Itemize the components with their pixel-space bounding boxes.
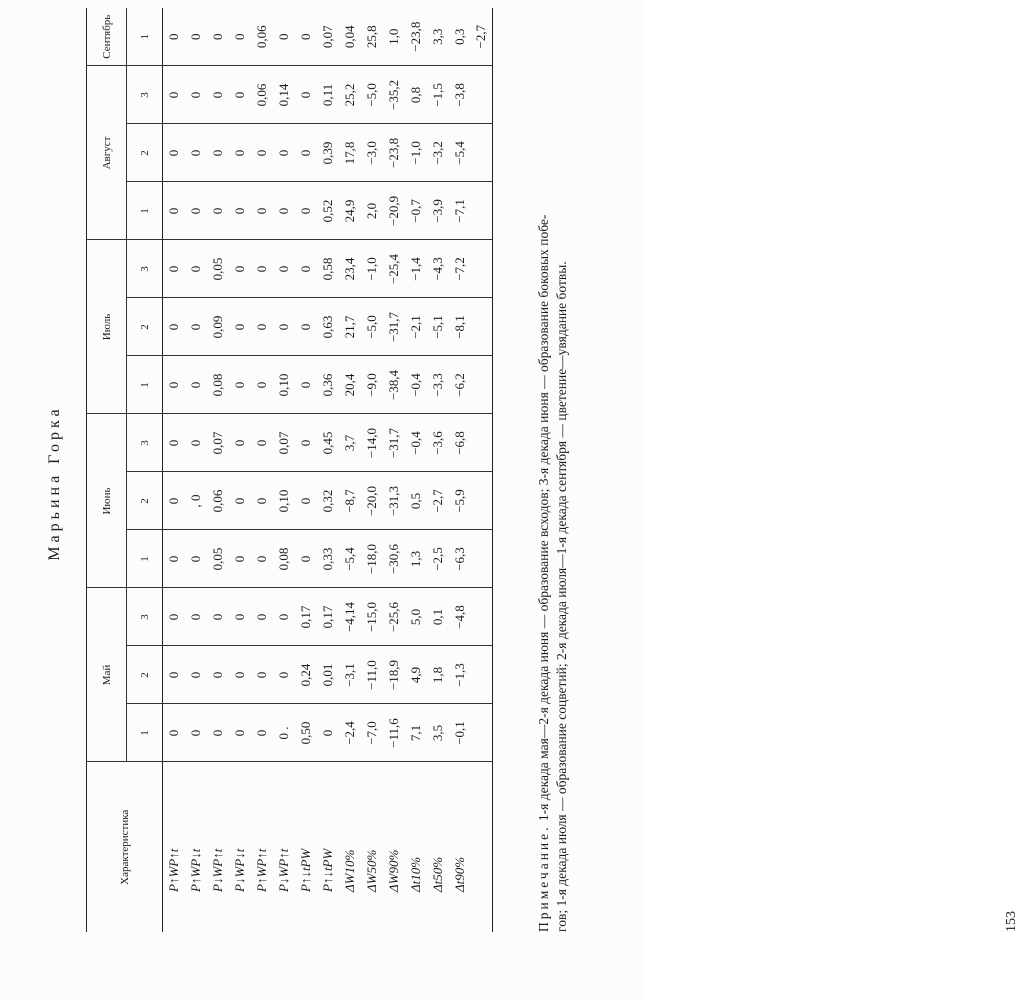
table-cell: 0	[273, 124, 295, 182]
page-number: 153	[1004, 911, 1019, 932]
table-cell: −0,7	[405, 182, 427, 240]
table-cell: 0	[251, 124, 273, 182]
table-cell: 0	[163, 182, 185, 240]
table-cell: −0,1	[449, 704, 471, 762]
note-text-1: 1-я декада мая—2-я декада июня — образование всходов; 3-я декада июня — образование боковых побе-	[536, 214, 551, 822]
table-cell: 2,0	[361, 182, 383, 240]
table-cell: −2,7	[471, 8, 493, 66]
table-cell	[471, 414, 493, 472]
row-label: P↑↓tPW	[319, 848, 335, 892]
table-cell: 0,07	[317, 8, 339, 66]
footnote-line-2	[554, 8, 570, 932]
decade-header: 1	[127, 8, 163, 66]
table-cell: 20,4	[339, 356, 361, 414]
table-cell: 1,0	[383, 8, 405, 66]
table-cell: −6,2	[449, 356, 471, 414]
table-cell: 0	[273, 8, 295, 66]
table-cell: 0	[163, 646, 185, 704]
table-cell: 0	[229, 66, 251, 124]
table-cell: 0	[207, 588, 229, 646]
table-row	[427, 8, 449, 932]
table-cell: 0,05	[207, 530, 229, 588]
table-cell: 0,11	[317, 66, 339, 124]
table-cell: −5,4	[339, 530, 361, 588]
table-row	[273, 8, 295, 932]
decade-header: 1	[127, 704, 163, 762]
table-cell: 21,7	[339, 298, 361, 356]
table-cell: 0	[163, 124, 185, 182]
decade-header: 3	[127, 66, 163, 124]
table-cell: −3,3	[427, 356, 449, 414]
table-cell: 0	[185, 530, 207, 588]
table-cell: 0,10	[273, 472, 295, 530]
row-label: P↑↓tPW	[297, 848, 313, 892]
table-cell: 0,07	[207, 414, 229, 472]
table-cell: 0	[163, 472, 185, 530]
table-cell: 0	[273, 240, 295, 298]
table-cell: 0,39	[317, 124, 339, 182]
table-cell: 0	[229, 124, 251, 182]
table-cell: 0	[163, 298, 185, 356]
row-label: P↓WP↑t	[275, 848, 291, 892]
table-cell: −1,4	[405, 240, 427, 298]
table-cell: −2,1	[405, 298, 427, 356]
row-label: P↑WP↓t	[187, 848, 203, 892]
table-cell: 3,5	[427, 704, 449, 762]
table-cell: 0	[295, 472, 317, 530]
table-cell: 0	[163, 704, 185, 762]
table-cell: 0	[163, 356, 185, 414]
table-cell	[471, 356, 493, 414]
table-cell: −25,6	[383, 588, 405, 646]
table-cell: 0,50	[295, 704, 317, 762]
table-cell: 0	[251, 240, 273, 298]
table-cell: 25,8	[361, 8, 383, 66]
table-cell: −5,4	[449, 124, 471, 182]
table-cell: 0	[295, 182, 317, 240]
table-cell: −14,0	[361, 414, 383, 472]
table-body	[163, 8, 493, 932]
table-cell: 0,8	[405, 66, 427, 124]
table-cell: 0	[163, 588, 185, 646]
table-cell: 0	[295, 414, 317, 472]
table-cell: 0	[185, 646, 207, 704]
row-label	[471, 762, 493, 932]
note-label: Примечание.	[536, 824, 551, 932]
table-cell: 5,0	[405, 588, 427, 646]
decade-header: 2	[127, 646, 163, 704]
table-cell: 0,08	[273, 530, 295, 588]
table-cell: 0	[207, 182, 229, 240]
month-august: Август	[87, 66, 127, 240]
table-cell: 0	[273, 646, 295, 704]
table-cell: 0	[295, 530, 317, 588]
table-cell: 0	[251, 472, 273, 530]
table-row	[361, 8, 383, 932]
table-cell: 0	[185, 8, 207, 66]
location-title: Марьина Горка	[46, 405, 63, 561]
table-cell: 0	[207, 66, 229, 124]
table-cell: 0,52	[317, 182, 339, 240]
row-label: P↓WP↑t	[209, 848, 225, 892]
table-cell: 0	[185, 298, 207, 356]
decade-header: 2	[127, 124, 163, 182]
table-cell: 0	[251, 356, 273, 414]
table-cell: −4,14	[339, 588, 361, 646]
table-cell: −8,7	[339, 472, 361, 530]
table-cell: −15,0	[361, 588, 383, 646]
table-cell: −25,4	[383, 240, 405, 298]
month-header-row	[87, 8, 127, 932]
table-cell: 0	[207, 124, 229, 182]
table-cell: −1,0	[405, 124, 427, 182]
table-cell: −1,5	[427, 66, 449, 124]
table-cell: −38,4	[383, 356, 405, 414]
table-cell: 0	[185, 124, 207, 182]
table-row	[405, 8, 427, 932]
table-cell: 0	[295, 66, 317, 124]
table-cell: 0,63	[317, 298, 339, 356]
table-cell: −4,8	[449, 588, 471, 646]
table-cell: −3,6	[427, 414, 449, 472]
table-cell: 1,8	[427, 646, 449, 704]
decade-header: 1	[127, 356, 163, 414]
table-row	[471, 8, 493, 932]
row-label: P↑WP↑t	[165, 848, 181, 892]
table-cell: 0,09	[207, 298, 229, 356]
table-cell: 0	[185, 588, 207, 646]
table-cell: 0,5	[405, 472, 427, 530]
table-cell: 3,3	[427, 8, 449, 66]
table-cell: −8,1	[449, 298, 471, 356]
table-cell: −2,5	[427, 530, 449, 588]
table-cell: 0,14	[273, 66, 295, 124]
table-cell: 0,1	[427, 588, 449, 646]
table-cell: −11,6	[383, 704, 405, 762]
table-cell: 4,9	[405, 646, 427, 704]
decade-header: 3	[127, 414, 163, 472]
table-cell: 0	[207, 704, 229, 762]
table-cell: 0	[251, 414, 273, 472]
table-cell: 0	[229, 298, 251, 356]
table-cell: 0	[273, 588, 295, 646]
table-cell	[471, 124, 493, 182]
month-may: Май	[87, 588, 127, 762]
table-cell: 0,58	[317, 240, 339, 298]
row-label: P↓WP↓t	[231, 848, 247, 892]
table-cell: 0	[295, 298, 317, 356]
month-june: Июнь	[87, 414, 127, 588]
table-cell: 0	[295, 240, 317, 298]
table-cell: 0	[163, 414, 185, 472]
table-cell: 0	[163, 530, 185, 588]
table-cell: 0	[185, 66, 207, 124]
table-row	[317, 8, 339, 932]
table-cell: −35,2	[383, 66, 405, 124]
table-cell	[471, 704, 493, 762]
table-cell: 0	[229, 646, 251, 704]
table-cell: −23,8	[405, 8, 427, 66]
table-cell: 0	[229, 8, 251, 66]
table-row	[295, 8, 317, 932]
table-cell: 17,8	[339, 124, 361, 182]
table-cell: −5,1	[427, 298, 449, 356]
table-cell: −5,0	[361, 66, 383, 124]
table-cell: 0	[295, 8, 317, 66]
table-cell: −30,6	[383, 530, 405, 588]
month-september: Сентябрь	[87, 8, 127, 66]
footnote-line-1	[536, 8, 552, 932]
characteristic-header: Характеристика	[118, 809, 131, 885]
table-cell: −5,9	[449, 472, 471, 530]
table-cell	[471, 646, 493, 704]
table-cell: −9,0	[361, 356, 383, 414]
table-cell: 24,9	[339, 182, 361, 240]
table-cell: 0,17	[295, 588, 317, 646]
table-cell	[471, 472, 493, 530]
table-cell: 0,06	[207, 472, 229, 530]
table-cell: , 0	[185, 472, 207, 530]
table-cell: 0	[185, 414, 207, 472]
row-label: Δt90%	[451, 856, 467, 892]
table-cell: 0	[251, 588, 273, 646]
table-row	[207, 8, 229, 932]
table-row	[339, 8, 361, 932]
table-cell: −1,3	[449, 646, 471, 704]
decade-header: 3	[127, 588, 163, 646]
table-cell: 0	[229, 240, 251, 298]
row-label: Δt10%	[407, 856, 423, 892]
rotated-table-block	[46, 8, 1019, 958]
table-cell	[471, 588, 493, 646]
table-cell: −3,2	[427, 124, 449, 182]
table-cell: 0,06	[251, 66, 273, 124]
decade-header: 1	[127, 530, 163, 588]
table-row	[163, 8, 185, 932]
table-cell: 0,04	[339, 8, 361, 66]
table-cell	[471, 182, 493, 240]
decade-header: 2	[127, 472, 163, 530]
table-cell: −23,8	[383, 124, 405, 182]
table-cell: 0	[185, 240, 207, 298]
table-cell: 0,10	[273, 356, 295, 414]
row-label: ΔW90%	[385, 849, 401, 892]
table-cell: 0	[251, 704, 273, 762]
table-cell: −4,3	[427, 240, 449, 298]
table-cell: −0,4	[405, 414, 427, 472]
table-cell: 0	[251, 530, 273, 588]
month-july: Июль	[87, 240, 127, 414]
table-cell: 0	[163, 8, 185, 66]
table-cell: 0	[207, 646, 229, 704]
table-cell: −1,0	[361, 240, 383, 298]
table-cell: 0	[229, 704, 251, 762]
row-label: Δt50%	[429, 856, 445, 892]
table-cell: 0	[229, 588, 251, 646]
table-cell: 3,7	[339, 414, 361, 472]
table-cell: 0,05	[207, 240, 229, 298]
table-cell: 0	[163, 240, 185, 298]
table-row	[383, 8, 405, 932]
table-cell	[471, 66, 493, 124]
table-cell: 0	[251, 646, 273, 704]
table-cell: 25,2	[339, 66, 361, 124]
table-cell: −0,4	[405, 356, 427, 414]
table-cell: 0,24	[295, 646, 317, 704]
table-cell: 0 .	[273, 704, 295, 762]
table-cell: 0,06	[251, 8, 273, 66]
table-row	[229, 8, 251, 932]
table-cell: 0	[185, 704, 207, 762]
table-cell: −7,2	[449, 240, 471, 298]
table-cell: −6,8	[449, 414, 471, 472]
table-cell: −20,9	[383, 182, 405, 240]
table-cell: 23,4	[339, 240, 361, 298]
decade-header: 1	[127, 182, 163, 240]
table-cell	[471, 298, 493, 356]
row-label: P↑WP↑t	[253, 848, 269, 892]
table-cell: 0	[229, 356, 251, 414]
table-cell: −18,0	[361, 530, 383, 588]
table-cell: 0,01	[317, 646, 339, 704]
table-cell: −7,0	[361, 704, 383, 762]
table-cell: −31,7	[383, 414, 405, 472]
table-cell: −2,7	[427, 472, 449, 530]
table-cell: 0,36	[317, 356, 339, 414]
table-cell: 0,3	[449, 8, 471, 66]
table-cell: 0,07	[273, 414, 295, 472]
table-cell: 0	[229, 530, 251, 588]
phenology-data-table	[86, 8, 493, 932]
row-label: ΔW50%	[363, 849, 379, 892]
table-cell: 0	[229, 472, 251, 530]
table-cell: 0	[163, 66, 185, 124]
table-cell: 1,3	[405, 530, 427, 588]
table-cell: 0	[295, 124, 317, 182]
decade-header: 2	[127, 298, 163, 356]
table-cell: 0,33	[317, 530, 339, 588]
table-cell: 0	[317, 704, 339, 762]
table-cell: −31,3	[383, 472, 405, 530]
table-cell: 0	[185, 356, 207, 414]
table-cell: −20,0	[361, 472, 383, 530]
table-cell	[471, 240, 493, 298]
table-cell: 0	[295, 356, 317, 414]
table-cell: −3,1	[339, 646, 361, 704]
table-cell: 0,45	[317, 414, 339, 472]
table-cell: 0	[273, 298, 295, 356]
table-cell: −7,1	[449, 182, 471, 240]
table-cell: −3,0	[361, 124, 383, 182]
table-cell: 0,32	[317, 472, 339, 530]
table-cell: 7,1	[405, 704, 427, 762]
row-label: ΔW10%	[341, 849, 357, 892]
note-text-2: гов; 1-я декада июля — образование соцветий; 2-я декада июля—1-я декада сентября — цветение—увядание ботвы.	[554, 261, 569, 932]
table-cell: 0	[185, 182, 207, 240]
table-cell: 0	[229, 414, 251, 472]
table-row	[251, 8, 273, 932]
table-cell: −3,9	[427, 182, 449, 240]
table-cell: 0,17	[317, 588, 339, 646]
table-cell: −3,8	[449, 66, 471, 124]
table-cell: 0,08	[207, 356, 229, 414]
table-row	[185, 8, 207, 932]
table-cell: 0	[251, 298, 273, 356]
table-cell: 0	[273, 182, 295, 240]
table-cell: −31,7	[383, 298, 405, 356]
table-cell: −18,9	[383, 646, 405, 704]
decade-header: 3	[127, 240, 163, 298]
table-cell: 0	[207, 8, 229, 66]
table-cell: 0	[251, 182, 273, 240]
table-cell: −5,0	[361, 298, 383, 356]
table-cell	[471, 530, 493, 588]
table-cell: 0	[229, 182, 251, 240]
table-cell: −11,0	[361, 646, 383, 704]
table-cell: −6,3	[449, 530, 471, 588]
table-row	[449, 8, 471, 932]
table-cell: −2,4	[339, 704, 361, 762]
